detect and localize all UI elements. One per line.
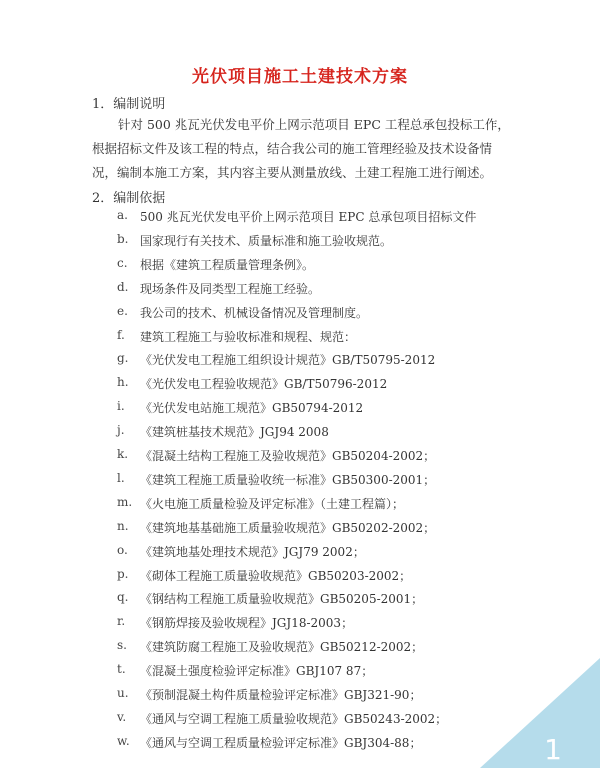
section-1-heading: 1．编制说明	[92, 97, 166, 112]
list-item-text: 《混凝土结构工程施工及验收规范》GB50204-2002；	[140, 449, 436, 463]
list-item-letter: a.	[117, 208, 128, 222]
list-item-text: 《光伏发电站施工规范》GB50794-2012	[140, 401, 364, 416]
list-item-text: 《建筑工程施工质量验收统一标准》GB50300-2001；	[140, 472, 436, 487]
list-item-text: 《通风与空调工程施工质量验收规范》GB50243-2002；	[140, 711, 448, 726]
list-item-letter: n.	[117, 518, 129, 533]
list-item-letter: e.	[117, 303, 128, 318]
list-item-text: 《建筑防腐工程施工及验收规范》GB50212-2002；	[140, 640, 424, 655]
list-item-letter: t.	[117, 662, 126, 677]
list-item-letter: o.	[117, 542, 128, 557]
list-item-letter: j.	[117, 423, 125, 438]
list-item-letter: w.	[117, 733, 130, 748]
list-item-letter: g.	[117, 351, 129, 366]
section-2-heading: 2．编制依据	[92, 191, 166, 206]
list-item-text: 《钢筋焊接及验收规程》JGJ18-2003；	[140, 616, 354, 631]
list-item-letter: u.	[117, 686, 129, 700]
list-item-letter: l.	[117, 470, 125, 485]
list-item-text: 根据《建筑工程质量管理条例》。	[140, 257, 315, 272]
document-title: 光伏项目施工土建技术方案	[192, 67, 408, 87]
list-item-text: 《火电施工质量检验及评定标准》（土建工程篇）；	[140, 496, 405, 511]
list-item-text: 建筑工程施工与验收标准和规程、规范：	[140, 329, 357, 344]
list-item-letter: f.	[117, 327, 125, 342]
list-item-letter: s.	[117, 638, 127, 653]
list-item-text: 《预制混凝土构件质量检验评定标准》GBJ321-90；	[140, 688, 422, 702]
list-item-text: 《建筑地基处理技术规范》JGJ79 2002；	[140, 544, 365, 559]
corner-triangle	[480, 658, 600, 768]
list-item-text: 《混凝土强度检验评定标准》GBJ107 87；	[140, 664, 374, 679]
list-item-text: 我公司的技术、机械设备情况及管理制度。	[140, 305, 369, 320]
list-item-letter: h.	[117, 375, 129, 390]
list-item-letter: i.	[117, 399, 125, 414]
list-item-text: 500 兆瓦光伏发电平价上网示范项目 EPC 总承包项目招标文件	[140, 210, 477, 224]
list-item-letter: v.	[117, 709, 127, 724]
list-item-text: 国家现行有关技术、质量标准和施工验收规范。	[140, 233, 393, 248]
list-item-text: 《钢结构工程施工质量验收规范》GB50205-2001；	[140, 592, 424, 607]
list-item-text: 《建筑桩基技术规范》JGJ94 2008	[140, 425, 329, 440]
list-item-letter: p.	[117, 566, 129, 581]
list-item-text: 《砌体工程施工质量验收规范》GB50203-2002；	[140, 568, 412, 583]
list-item-text: 《建筑地基基础施工质量验收规范》GB50202-2002；	[140, 520, 436, 535]
page-number: 1	[544, 733, 562, 766]
list-item-letter: c.	[117, 255, 128, 270]
list-item-text: 《通风与空调工程质量检验评定标准》GBJ304-88；	[140, 735, 422, 750]
list-item-text: 现场条件及同类型工程施工经验。	[140, 281, 321, 296]
list-item-letter: q.	[117, 590, 129, 605]
list-item-letter: b.	[117, 231, 129, 246]
list-item-letter: d.	[117, 279, 129, 294]
list-item-letter: m.	[117, 494, 133, 509]
corner-decoration	[470, 658, 600, 768]
section-1-paragraph: 针对 500 兆瓦光伏发电平价上网示范项目 EPC 工程总承包投标工作，根据招标文件及该工程的特点，结合我公司的施工管理经验及技术设备情况，编制本施工方案，其内容主要从测量放线、土建工程施工进行阐述。	[92, 117, 510, 180]
list-item-text: 《光伏发电工程施工组织设计规范》GB/T50795-2012	[140, 353, 436, 368]
list-item-letter: k.	[117, 447, 129, 461]
list-item-text: 《光伏发电工程验收规范》GB/T50796-2012	[140, 377, 388, 392]
list-item-letter: r.	[117, 614, 126, 629]
